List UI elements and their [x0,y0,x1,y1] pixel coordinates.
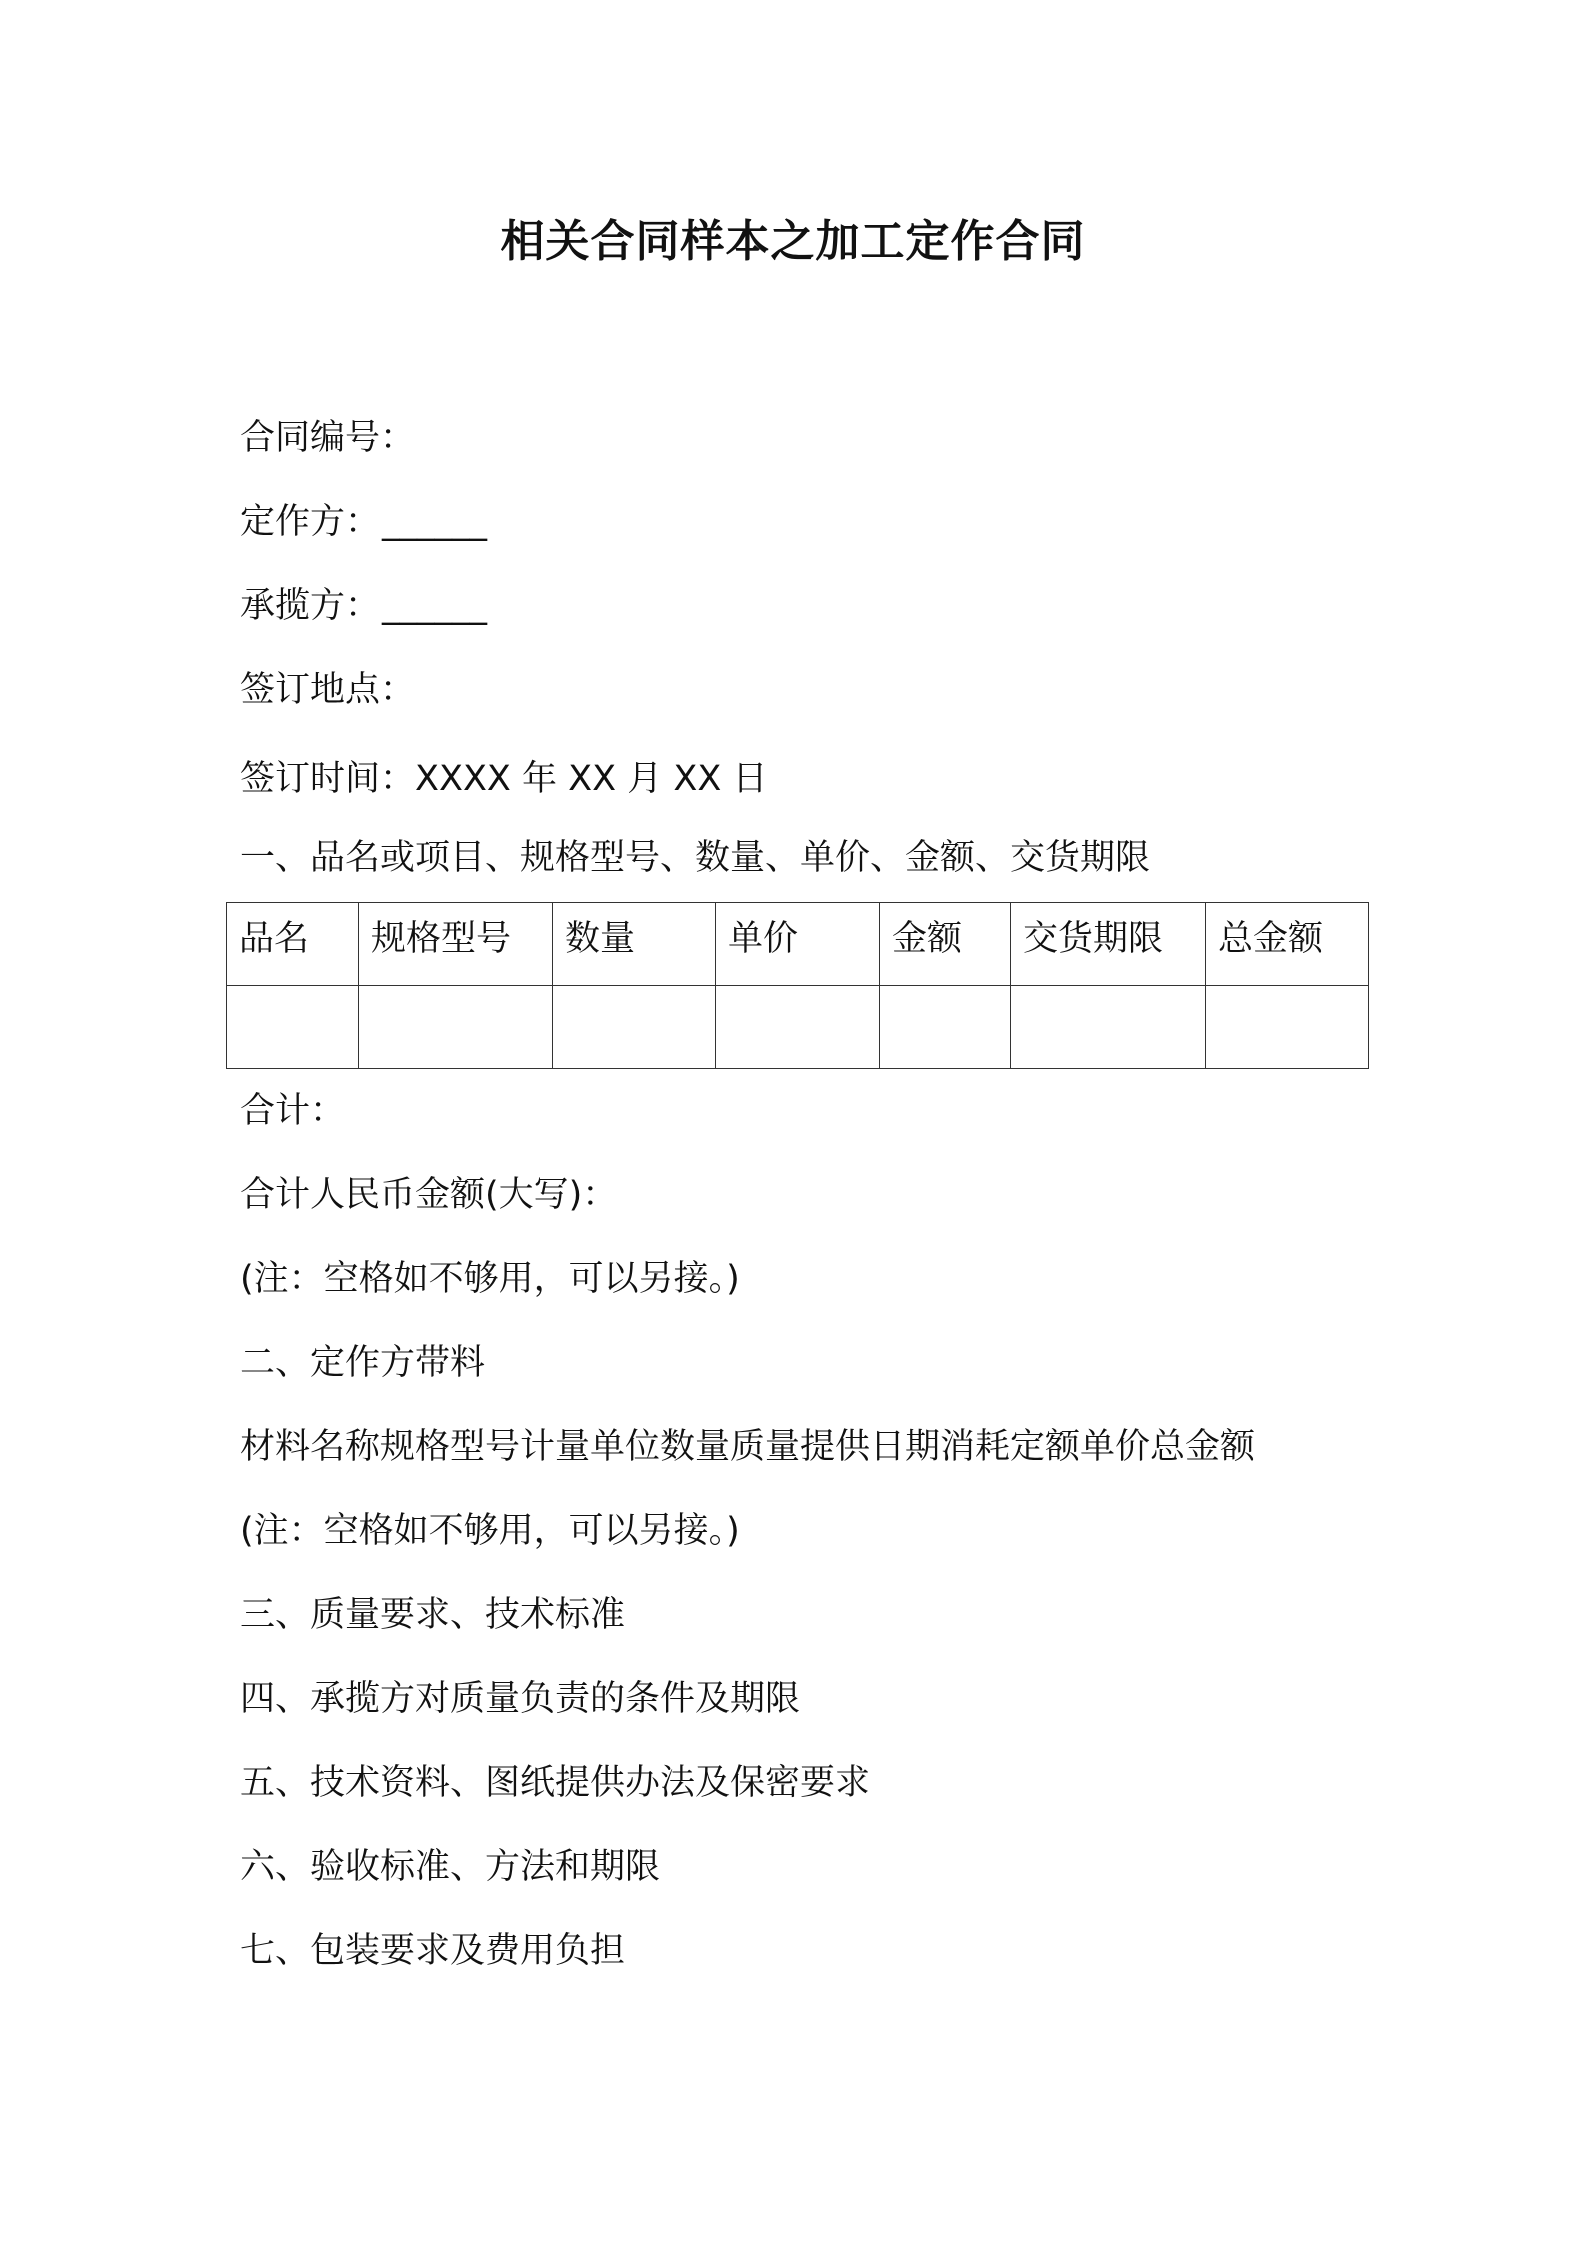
section6-heading: 六、验收标准、方法和期限 [240,1847,661,1887]
table-header-cell: 总金额 [1206,903,1369,986]
table-header-cell: 规格型号 [359,903,553,986]
orderer-blank: ______ [382,502,488,542]
contractor-label: 承揽方： [240,586,381,626]
table-cell [553,986,716,1069]
orderer-label: 定作方： [240,502,381,542]
total-rmb-label: 合计人民币金额(大写)： [240,1175,618,1215]
goods-table [226,902,1369,1069]
material-columns-line: 材料名称规格型号计量单位数量质量提供日期消耗定额单价总金额 [240,1427,1256,1467]
document-title: 相关合同样本之加工定作合同 [500,216,1086,267]
section2-heading: 二、定作方带料 [240,1343,486,1383]
contractor-field [240,582,487,630]
contractor-blank: ______ [382,586,488,626]
section5-heading: 五、技术资料、图纸提供办法及保密要求 [240,1763,871,1803]
table-header-cell: 金额 [880,903,1011,986]
table-cell [880,986,1011,1069]
table-cell [227,986,359,1069]
sign-time-line: 签订时间：XXXX 年 XX 月 XX 日 [240,759,768,799]
table-cell [1206,986,1369,1069]
table-cell [1011,986,1206,1069]
table-row [227,986,1369,1069]
table-header-cell: 品名 [227,903,359,986]
section4-heading: 四、承揽方对质量负责的条件及期限 [240,1679,801,1719]
table-cell [359,986,553,1069]
table-header-cell: 数量 [553,903,716,986]
total-label: 合计： [240,1091,346,1131]
orderer-field [240,498,487,546]
table-header-cell: 交货期限 [1011,903,1206,986]
table-header-cell: 单价 [716,903,880,986]
table-header-row [227,903,1369,986]
sign-place-label: 签订地点： [240,670,416,710]
contract-number-label: 合同编号： [240,418,416,458]
section2-note: (注：空格如不够用，可以另接。) [240,1511,740,1551]
section1-note: (注：空格如不够用，可以另接。) [240,1259,740,1299]
section7-heading: 七、包装要求及费用负担 [240,1931,626,1971]
section3-heading: 三、质量要求、技术标准 [240,1595,626,1635]
table-cell [716,986,880,1069]
section1-heading: 一、品名或项目、规格型号、数量、单价、金额、交货期限 [240,838,1151,878]
